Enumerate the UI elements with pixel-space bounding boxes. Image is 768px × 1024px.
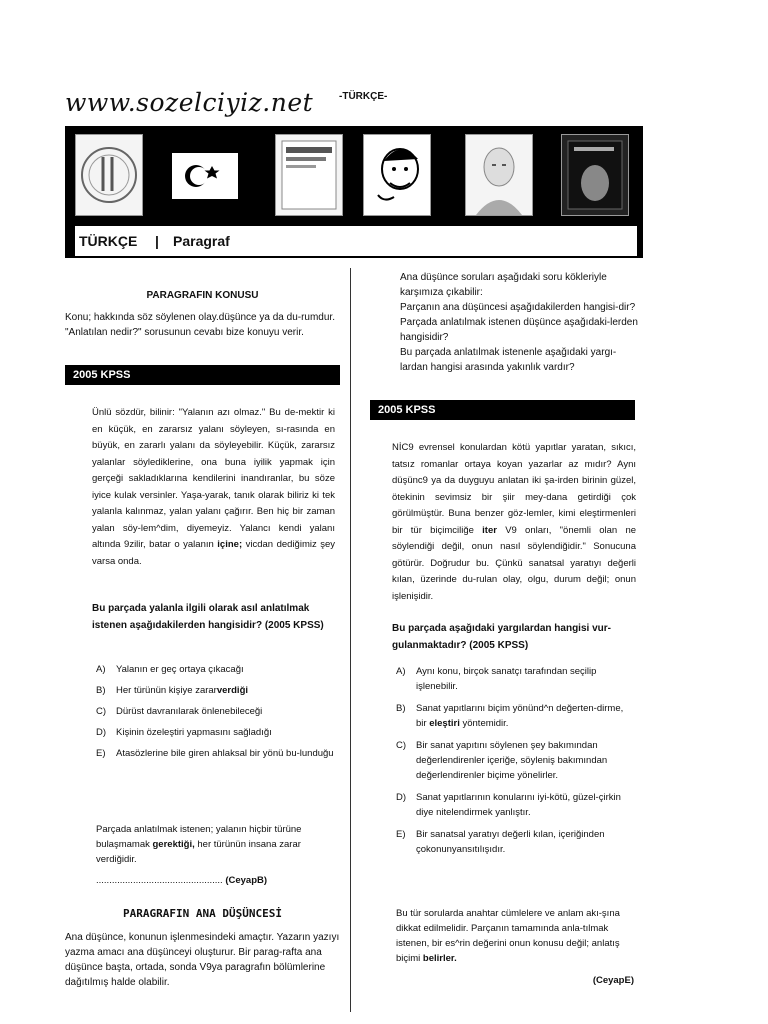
question-stems bbox=[400, 300, 640, 375]
option-a[interactable]: A) Yalanın er geç ortaya çıkacağı bbox=[96, 664, 244, 675]
answer-right: (CeyapE) bbox=[592, 975, 634, 986]
exam-bar-right: 2005 KPSS bbox=[370, 400, 635, 420]
answer-dots: ................................................ bbox=[96, 875, 223, 886]
stem-2: Parçada anlatılmak istenen düşünce aşağıdaki-lerden hangisidir? bbox=[400, 317, 638, 343]
caricature-icon bbox=[364, 135, 430, 215]
title-topic: Paragraf bbox=[173, 233, 230, 249]
option-c[interactable]: C) Bir sanat yapıtını söylenen şey bakımından değerlendirenler içeriğe, söyleniş bakımından değerlendirenler biçime yönelirler. bbox=[396, 740, 608, 781]
title-subject: TÜRKÇE bbox=[79, 233, 138, 249]
caricature-thumbnail bbox=[363, 134, 431, 216]
exam-bar-left: 2005 KPSS bbox=[65, 365, 340, 385]
option-c[interactable]: C) Dürüst davranılarak önlenebileceği bbox=[96, 706, 263, 717]
passage-right: NİC9 evrensel konulardan kötü yapıtlar yaratan, sıkıcı, tatsız romanlar ortaya koyan yazarlar az mıdır? Aynı düşünc9 ya da duyguyu anlatan iki şa-irden birinin güzel, ötekinin sevimsiz bir şiir mey-dana getirdiği çok görülmüştür. Buna benzer göz-lemler, kimi eleştirmenleri bir tür biçimciliğe iter V9 onları, "önemli olan ne söylendiği değil, onun nasıl söylendiğidir." Sonucuna götürür. Doğrudur bu. Çünkü sanatsal yaratıyı değerli kılan, üzerinde du-rulan olay, olgu, durum değil; onun işlenişidir. bbox=[392, 442, 637, 602]
option-a[interactable]: A) Aynı konu, birçok sanatçı tarafından seçilip işlenebilir. bbox=[396, 666, 597, 692]
stem-3: Bu parçada anlatılmak istenenle aşağıdaki yargı-lardan hangisi arasında yakınlık vardır? bbox=[400, 347, 617, 373]
ana-dusunce-text: Ana düşünce, konunun işlenmesindeki amaçtır. Yazarın yazıyı yazma amacı ana düşünceyi oluşturur. Bir parag-rafta ana düşünce başta, ortada, sonda V9ya paragrafın bölümlerine dağıtılmış halde olabilir. bbox=[65, 932, 340, 988]
option-e[interactable]: E) Atasözlerine bile giren ahlaksal bir yönü bu-lunduğu bbox=[96, 748, 334, 759]
option-b[interactable]: B) Her türünün kişiye zararverdiği bbox=[96, 685, 249, 696]
section-title-konu: PARAGRAFIN KONUSU bbox=[146, 290, 259, 301]
option-d[interactable]: D) Kişinin özeleştiri yapmasını sağladığı bbox=[96, 727, 272, 738]
header-banner bbox=[65, 126, 643, 258]
explanation-right: Bu tür sorularda anahtar cümlelere ve anlam akı-şına dikkat edilmelidir. Parçanın tamamında anla-tılmak istenen, bir es^rin değerini onun konusu değil; anlatış biçimi belirler. bbox=[396, 908, 620, 964]
explanation-left: Parçada anlatılmak istenen; yalanın hiçbir türüne bulaşmamak gerektiği, her türünün insana zarar verdiğidir. bbox=[96, 824, 302, 865]
option-b[interactable]: B) Sanat yapıtlarını biçim yönünd^n değerten-dirme, bir eleştiri yöntemidir. bbox=[396, 703, 624, 729]
option-d[interactable]: D) Sanat yapıtlarının konularını iyi-kötü, güzel-çirkin diye nitelendirmek yanlıştır. bbox=[396, 792, 621, 818]
book-cover-icon bbox=[276, 135, 342, 215]
answer-left: (CeyapB) bbox=[225, 875, 268, 886]
konu-intro: Konu; hakkında söz söylenen olay.düşünce ya da du-rumdur. "Anlatılan nedir?" sorusunun cevabı bize konuyu verir. bbox=[65, 312, 335, 338]
portrait-thumbnail bbox=[465, 134, 533, 216]
page-title-bar bbox=[75, 226, 637, 256]
emblem-icon bbox=[76, 135, 142, 215]
portrait-icon bbox=[466, 135, 532, 215]
option-e[interactable]: E) Bir sanatsal yaratıyı değerli kılan, içeriğinden çokonunyansıtılışıdır. bbox=[396, 829, 605, 855]
options-left bbox=[96, 662, 336, 761]
question-left: Bu parçada yalanla ilgili olarak asıl anlatılmak istenen aşağıdakilerden hangisidir? (2005 KPSS) bbox=[92, 603, 324, 631]
site-logo: www.sozelciyiz.net bbox=[65, 88, 314, 117]
stem-1: Parçanın ana düşüncesi aşağıdakilerden hangisi-dir? bbox=[400, 302, 636, 313]
dark-book-thumbnail bbox=[561, 134, 629, 216]
column-divider bbox=[350, 268, 351, 1012]
title-separator: | bbox=[155, 233, 159, 249]
options-right bbox=[396, 664, 636, 857]
turkish-flag-icon bbox=[172, 135, 238, 215]
question-right: Bu parçada aşağıdaki yargılardan hangisi vur-gulanmaktadır? (2005 KPSS) bbox=[392, 623, 611, 651]
passage-left: Ünlü sözdür, bilinir: "Yalanın azı olmaz." Bu de-mektir ki en küçük, en zararsız yalanı söyleyen, sı-rasında en büyük, en zararlı yalanı da söyleyebilir. Küçük, zararsız yalanlar söylediklerine, ona buna iyilik yapmak için gerçeği sakladıklarına kendilerini inandıranlar, bu söze iyice kulak versinler. Yaşa-yarak, tanık olarak biliriz ki tek yalanla kalınmaz, yalan yalanı çağırır. Ben hiç bir zaman yalan söy-lem^dim, diyemeyiz. Yalancı kendi yalanı altında 9zilir, batar o yalanın içine; vicdan dediğimiz şey varsa onda. bbox=[92, 407, 336, 567]
right-intro: Ana düşünce soruları aşağıdaki soru kökleriyle karşımıza çıkabilir: bbox=[400, 272, 607, 298]
subject-label: -TÜRKÇE- bbox=[339, 91, 388, 102]
flag-thumbnail bbox=[171, 134, 239, 216]
book-cover-thumbnail bbox=[275, 134, 343, 216]
dark-book-icon bbox=[562, 135, 628, 215]
section-title-ana-dusunce: PARAGRAFIN ANA DÜŞÜNCESİ bbox=[123, 907, 282, 920]
emblem-thumbnail bbox=[75, 134, 143, 216]
answer-line-left bbox=[96, 873, 334, 888]
